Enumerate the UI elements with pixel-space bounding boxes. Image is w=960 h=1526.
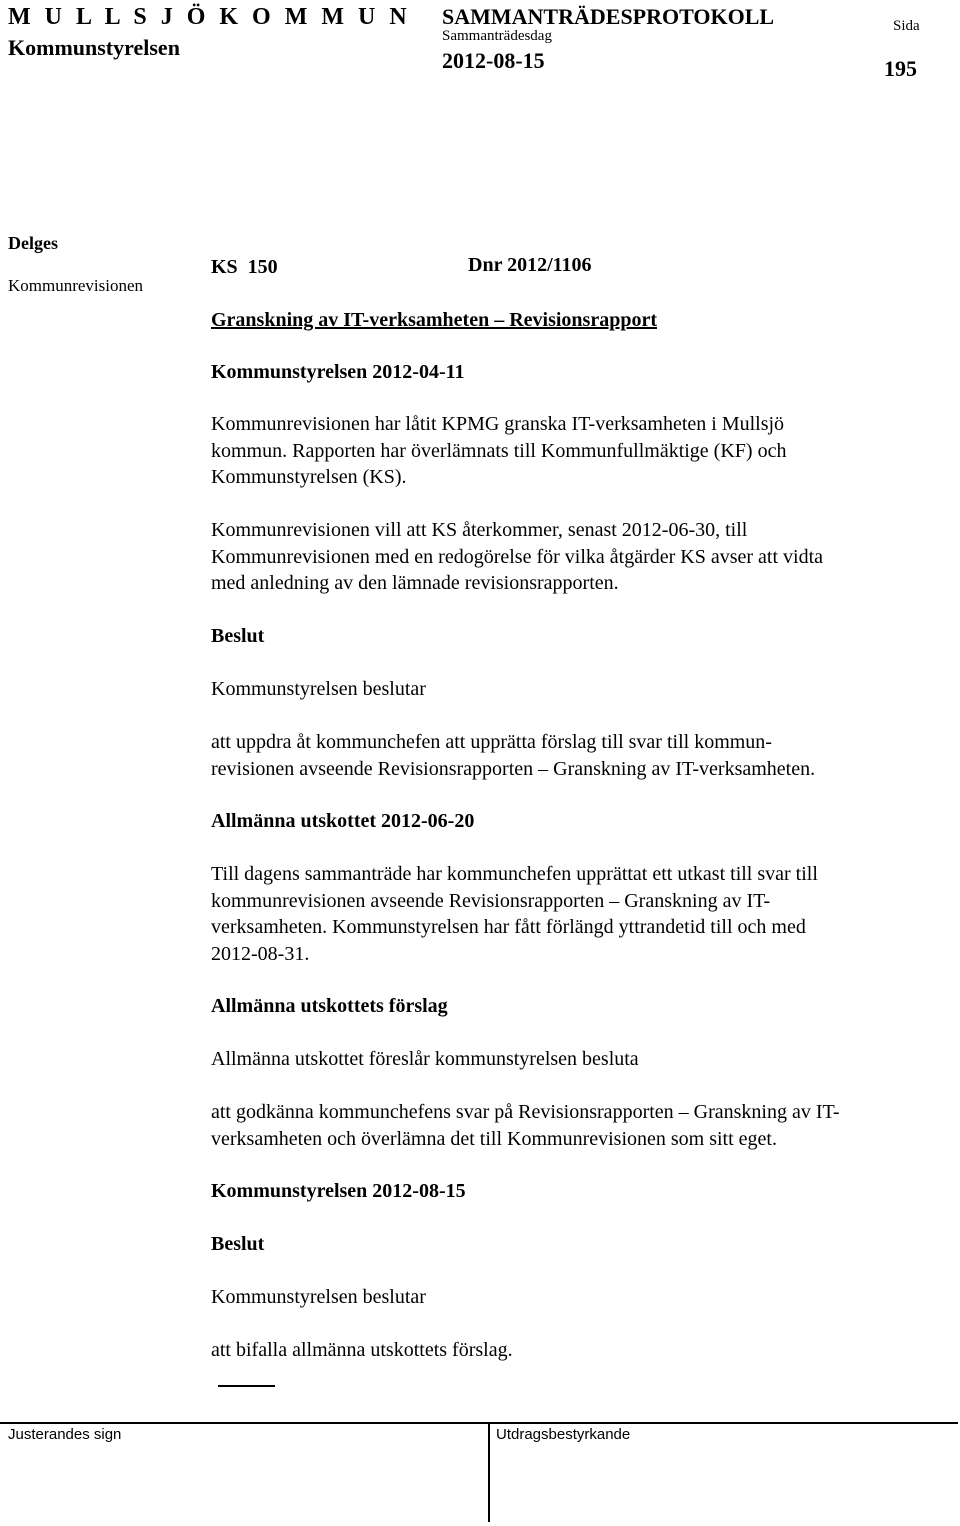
beslut-intro-2: Kommunstyrelsen beslutar	[211, 1286, 426, 1308]
text-line: revisionen avseende Revisionsrapporten – Granskning av IT-verksamheten.	[211, 757, 816, 780]
municipality-name: M U L L S J Ö K O M M U N	[8, 4, 411, 30]
text-line: Kommunrevisionen vill att KS återkommer, senast 2012-06-30, till	[211, 519, 748, 541]
text-line: kommun. Rapporten har överlämnats till Kommunfullmäktige (KF) och	[211, 439, 787, 462]
text-line: med anledning av den lämnade revisionsrapporten.	[211, 572, 619, 594]
case-title: Granskning av IT-verksamheten – Revisionsrapport	[211, 309, 657, 331]
distribution-label: Delges	[8, 233, 58, 253]
au-proposal-intro: Allmänna utskottet föreslår kommunstyrelsen besluta	[211, 1048, 639, 1070]
beslut-intro-1: Kommunstyrelsen beslutar	[211, 678, 426, 700]
text-line: Kommunrevisionen har låtit KPMG granska IT-verksamheten i Mullsjö	[211, 413, 785, 435]
distribution-recipient: Kommunrevisionen	[8, 276, 144, 295]
meeting-date-label: Sammanträdesdag	[442, 28, 552, 44]
page-label: Sida	[893, 18, 920, 34]
document-type: SAMMANTRÄDESPROTOKOLL	[442, 4, 775, 29]
utdragsbestyrkande-label: Utdragsbestyrkande	[496, 1426, 631, 1443]
case-number: KS 150	[211, 256, 278, 278]
case-dnr: Dnr 2012/1106	[468, 254, 592, 276]
ks-april-heading: Kommunstyrelsen 2012-04-11	[211, 361, 465, 383]
text-line: kommunrevisionen avseende Revisionsrapporten – Granskning av IT-	[211, 889, 771, 912]
text-line: verksamheten och överlämna det till Kommunrevisionen som sitt eget.	[211, 1127, 777, 1150]
text-line: Kommunrevisionen med en redogörelse för vilka åtgärder KS avser att vidta	[211, 545, 824, 568]
text-line: Till dagens sammanträde har kommunchefen upprättat ett utkast till svar till	[211, 863, 818, 885]
footer-divider	[488, 1422, 490, 1522]
au-proposal-heading: Allmänna utskottets förslag	[211, 995, 448, 1017]
ks-august-heading: Kommunstyrelsen 2012-08-15	[211, 1180, 466, 1202]
au-heading: Allmänna utskottet 2012-06-20	[211, 810, 475, 832]
page-number: 195	[884, 56, 917, 81]
beslut-text-2: att bifalla allmänna utskottets förslag.	[211, 1339, 513, 1361]
text-line: Kommunstyrelsen (KS).	[211, 466, 407, 488]
beslut-heading-2: Beslut	[211, 1233, 265, 1255]
footer-top-rule	[0, 1422, 958, 1424]
text-line: att uppdra åt kommunchefen att upprätta förslag till svar till kommun-	[211, 731, 772, 753]
text-line: att godkänna kommunchefens svar på Revisionsrapporten – Granskning av IT-	[211, 1101, 840, 1123]
organ-name: Kommunstyrelsen	[8, 35, 180, 60]
justerandes-sign-label: Justerandes sign	[8, 1426, 122, 1443]
meeting-date: 2012-08-15	[442, 48, 545, 73]
text-line: verksamheten. Kommunstyrelsen har fått förlängd yttrandetid till och med	[211, 916, 806, 938]
section-end-rule	[218, 1385, 275, 1387]
text-line: 2012-08-31.	[211, 942, 310, 965]
beslut-heading-1: Beslut	[211, 625, 265, 647]
